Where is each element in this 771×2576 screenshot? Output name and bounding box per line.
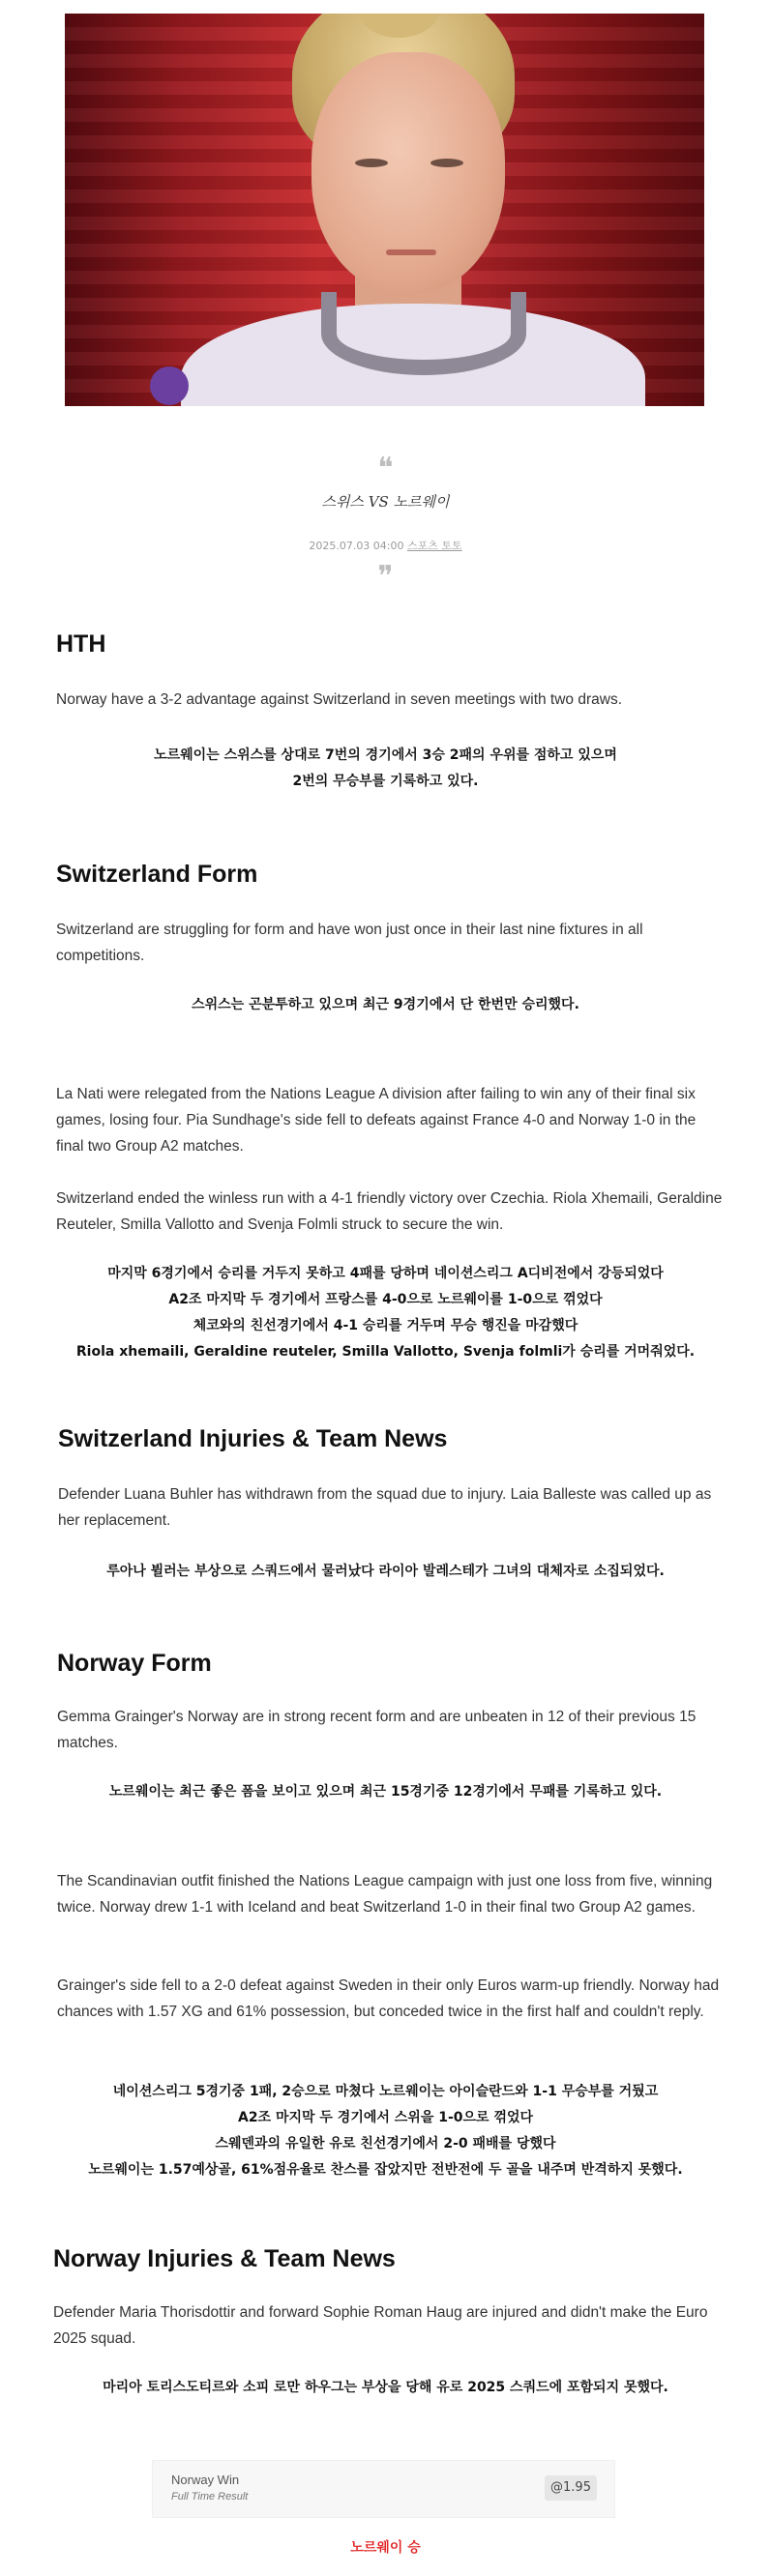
- switzerland-form-korean-1: [0, 992, 771, 1018]
- hero-image: [65, 14, 704, 406]
- norway-news-text: Defender Maria Thorisdottir and forward Sophie Roman Haug are injured and didn't make the Euro 2025 squad.: [53, 2304, 708, 2347]
- heading-switzerland-news: Switzerland Injuries & Team News: [58, 1425, 448, 1452]
- korean-line: A2조 마지막 두 경기에서 프랑스를 4-0으로 노르웨이를 1-0으로 꺾었다: [168, 1292, 603, 1307]
- bet-selection-box[interactable]: [152, 2460, 615, 2518]
- switzerland-form-text-1: Switzerland are struggling for form and have won just once in their last nine fixtures in all competitions.: [56, 922, 643, 964]
- korean-line: 스웨덴과의 유일한 유로 친선경기에서 2-0 패배를 당했다: [215, 2136, 556, 2152]
- switzerland-news-text: Defender Luana Buhler has withdrawn from the squad due to injury. Laia Balleste was called up as her replacement.: [58, 1486, 712, 1529]
- switzerland-form-text-3: Switzerland ended the winless run with a 4-1 friendly victory over Czechia. Riola Xhemaili, Geraldine Reuteler, Smilla Vallotto and Svenja Folmli struck to secure the win.: [56, 1190, 723, 1233]
- post-category-link[interactable]: 스포츠 토토: [407, 540, 462, 552]
- player-mouth: [386, 249, 436, 255]
- match-subtitle: 스위스 VS 노르웨이: [321, 493, 450, 511]
- korean-line: Riola xhemaili, Geraldine reuteler, Smilla Vallotto, Svenja folmli가 승리를 거머줘었다.: [75, 1344, 696, 1360]
- hth-text: Norway have a 3-2 advantage against Switzerland in seven meetings with two draws.: [56, 691, 623, 708]
- korean-line: 루아나 뷜러는 부상으로 스쿼드에서 물러났다 라이아 발레스테가 그녀의 대체자로 소집되었다.: [106, 1564, 665, 1579]
- norway-form-korean-1: [0, 1779, 771, 1805]
- norway-form-korean-2: [0, 2079, 771, 2183]
- korean-line: 네이션스리그 5경기중 1패, 2승으로 마쳤다 노르웨이는 아이슬란드와 1-1 무승부를 거뒀고: [112, 2084, 659, 2099]
- norway-form-text-1: Gemma Grainger's Norway are in strong recent form and are unbeaten in 12 of their previous 15 matches.: [57, 1709, 697, 1751]
- norway-news-korean: [0, 2375, 771, 2401]
- post-meta: [0, 538, 771, 553]
- player-eye-left: [355, 159, 388, 167]
- player-eye-right: [430, 159, 463, 167]
- prediction-result: 노르웨이 승: [350, 2540, 421, 2556]
- switzerland-form-korean-2: [0, 1261, 771, 1365]
- player-collar: [321, 292, 526, 375]
- post-date: 2025.07.03 04:00: [309, 540, 404, 552]
- bet-odds-button[interactable]: @1.95: [545, 2475, 597, 2501]
- hth-korean: [0, 743, 771, 795]
- heading-norway-form: Norway Form: [57, 1650, 212, 1677]
- switzerland-form-text-2: La Nati were relegated from the Nations League A division after failing to win any of their final six games, losing four. Pia Sundhage's side fell to defeats against France 4-0 and Norway 1-0 in the final two Group A2 matches.: [56, 1086, 697, 1155]
- korean-line: 노르웨이는 1.57예상골, 61%점유율로 찬스를 잡았지만 전반전에 두 골을 내주며 반격하지 못했다.: [88, 2162, 683, 2178]
- quote-close-icon: ❞: [377, 560, 394, 594]
- bet-selection-name: Norway Win: [171, 2473, 240, 2487]
- quote-open-icon: ❝: [377, 452, 394, 485]
- heading-norway-news: Norway Injuries & Team News: [53, 2245, 396, 2272]
- norway-form-text-2: The Scandinavian outfit finished the Nations League campaign with just one loss from five, winning twice. Norway drew 1-1 with Iceland and beat Switzerland 1-0 in their final two Group A2 games.: [57, 1873, 713, 1916]
- switzerland-news-korean: [0, 1559, 771, 1585]
- heading-hth: HTH: [56, 630, 106, 658]
- korean-line: 2번의 무승부를 기록하고 있다.: [292, 774, 479, 789]
- korean-line: 체코와의 친선경기에서 4-1 승리를 거두며 무승 행진을 마감했다: [193, 1318, 578, 1333]
- korean-line: A2조 마지막 두 경기에서 스위을 1-0으로 꺾었다: [237, 2110, 534, 2125]
- korean-line: 노르웨이는 최근 좋은 폼을 보이고 있으며 최근 15경기중 12경기에서 무패를 기록하고 있다.: [108, 1784, 663, 1800]
- heading-switzerland-form: Switzerland Form: [56, 861, 258, 888]
- norway-form-text-3: Grainger's side fell to a 2-0 defeat against Sweden in their only Euros warm-up friendly. Norway had chances with 1.57 XG and 61% possession, but conceded twice in the first half and couldn't reply.: [57, 1977, 720, 2020]
- bet-market-name: Full Time Result: [171, 2491, 249, 2503]
- korean-line: 마지막 6경기에서 승리를 거두지 못하고 4패를 당하며 네이션스리그 A디비전에서 강등되었다: [107, 1266, 664, 1281]
- korean-line: 스위스는 곤분투하고 있으며 최근 9경기에서 단 한번만 승리했다.: [192, 997, 579, 1012]
- korean-line: 노르웨이는 스위스를 상대로 7번의 경기에서 3승 2패의 우위를 점하고 있으며: [154, 747, 617, 763]
- korean-line: 마리아 토리스도티르와 소피 로만 하우그는 부상을 당해 유로 2025 스쿼드에 포함되지 못했다.: [103, 2380, 668, 2395]
- player-face: [311, 52, 505, 294]
- shirt-badge-icon: [150, 366, 189, 405]
